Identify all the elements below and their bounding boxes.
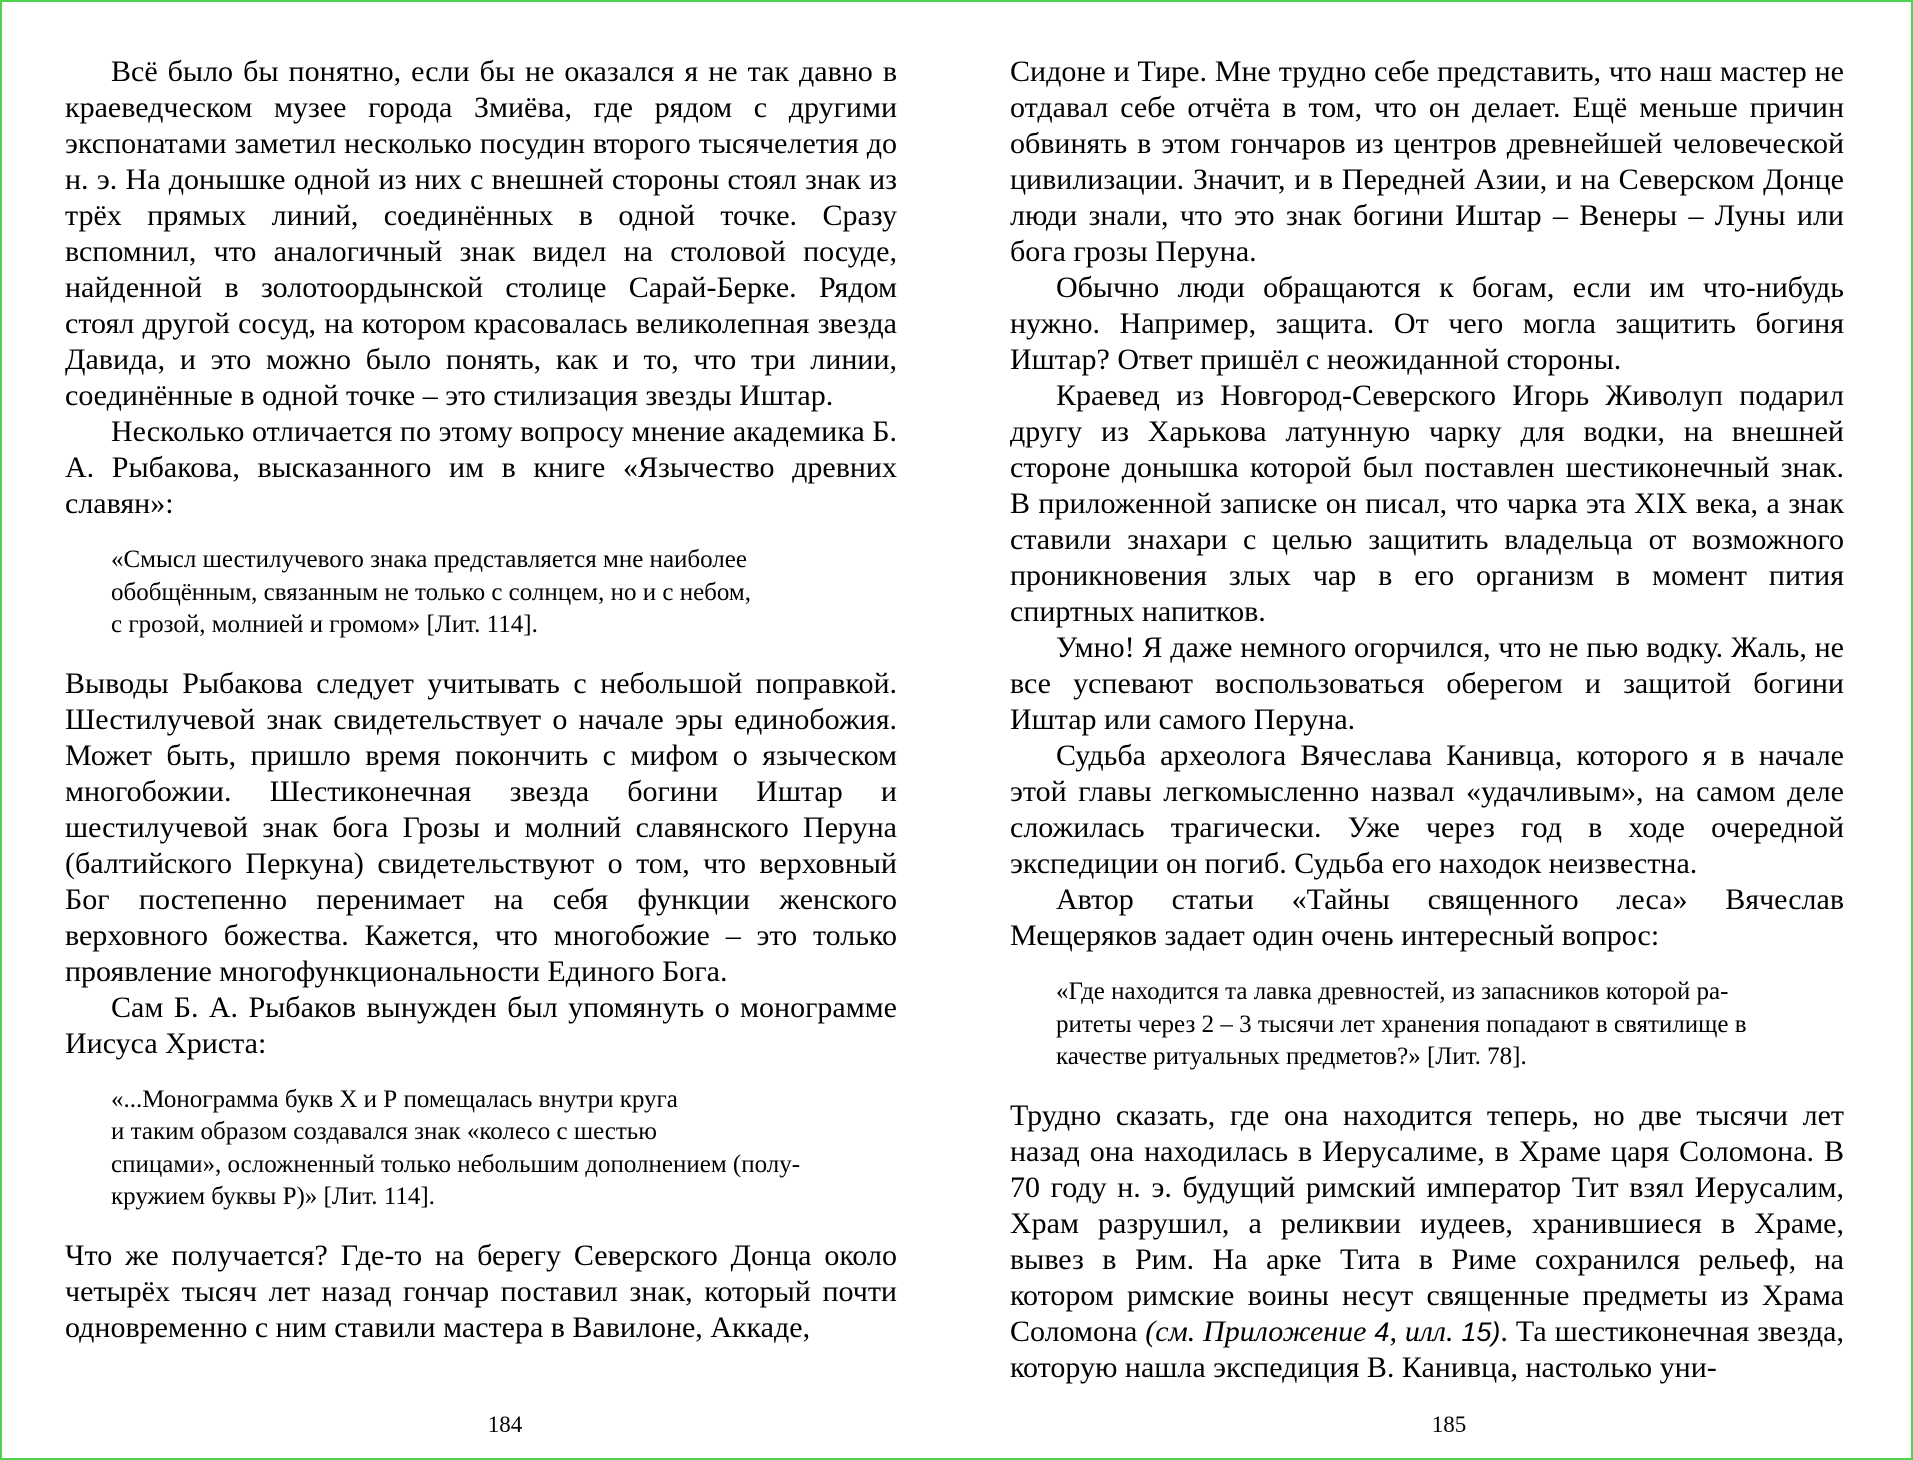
quote-line: обобщённым, связанным не только с солнцем, но и с небом, bbox=[111, 578, 751, 606]
paragraph: Несколько отличается по этому вопросу мнение академика Б. А. Рыбакова, высказанного им в книге «Язычество древних славян»: bbox=[65, 415, 897, 520]
quote-line: и таким образом создавался знак «колесо с шестью bbox=[111, 1118, 657, 1145]
paragraph: Выводы Рыбакова следует учитывать с небольшой поправкой. Шестилучевой знак свидетельствует о начале эры единобожия. Может быть, пришло время покончить с мифом о языческом многобожии. Шестиконечная звезда богини Иштар и шестилучевой знак бога Грозы и молний славянского Перуна (балтийского Перкуна) свидетельствуют о том, что верховный Бог постепенно перенимает на себя функции женского верховного божества. Кажется, что многобожие – это только проявление многофункциональности Единого Бога. bbox=[65, 666, 897, 988]
right-page bbox=[1010, 54, 1844, 1386]
quote-line: спицами», осложненный только небольшим дополнением (полу- bbox=[111, 1150, 801, 1178]
block-quote bbox=[111, 1084, 897, 1214]
paragraph: Обычно люди обращаются к богам, если им что-нибудь нужно. Например, защита. От чего могла защитить богиня Иштар? Ответ пришёл с неожиданной стороны. bbox=[1010, 271, 1844, 376]
quote-line: «...Монограмма букв X и Р помещалась внутри круга bbox=[111, 1085, 678, 1113]
paragraph bbox=[1010, 1098, 1844, 1386]
quote-line: ритеты через 2 – 3 тысячи лет хранения попадают в святилище в bbox=[1056, 1010, 1747, 1038]
block-quote bbox=[1056, 976, 1844, 1074]
paragraph: Всё было бы понятно, если бы не оказался я не так давно в краеведческом музее города Змиёва, где рядом с другими экспонатами заметил несколько посудин второго тысячелетия до н. э. На донышке одной из них с внешней стороны стоял знак из трёх прямых линий, соединённых в одной точке. Сразу вспомнил, что аналогичный знак видел на столовой посуде, найденной в золотоордынской столице Сарай-Берке. Рядом стоял другой сосуд, на котором красовалась великолепная звезда Давида, и это можно было понять, как и то, что три линии, соединённые в одной точке – это стилизация звезды Иштар. bbox=[65, 55, 897, 412]
paragraph: Умно! Я даже немного огорчился, что не пью водку. Жаль, не все успевают воспользоваться оберегом и защитой богини Иштар или самого Перуна. bbox=[1010, 631, 1844, 736]
paragraph: Сам Б. А. Рыбаков вынужден был упомянуть о монограмме Иисуса Христа: bbox=[65, 990, 897, 1060]
page-number: 184 bbox=[487, 1412, 523, 1437]
reference-number: 15) bbox=[1461, 1316, 1501, 1347]
paragraph: Автор статьи «Тайны священного леса» Вячеслав Мещеряков задает один очень интересный вопрос: bbox=[1010, 883, 1844, 952]
page-number: 185 bbox=[1431, 1412, 1467, 1437]
left-page bbox=[65, 54, 897, 1346]
quote-line: «Где находится та лавка древностей, из запасников которой ра- bbox=[1056, 978, 1729, 1005]
paragraph: Что же получается? Где-то на берегу Северского Донца около четырёх тысяч лет назад гончар поставил знак, который почти одновременно с ним ставили мастера в Вавилоне, Аккаде, bbox=[65, 1238, 897, 1344]
block-quote bbox=[111, 544, 897, 642]
paragraph: Судьба археолога Вячеслава Канивца, которого я в начале этой главы легкомысленно назвал «удачливым», на самом деле сложилась трагически. Уже через год в ходе очередной экспедиции он погиб. Судьба его находок неизвестна. bbox=[1010, 739, 1844, 880]
appendix-reference bbox=[1145, 1315, 1500, 1348]
quote-line: качестве ритуальных предметов?» [Лит. 78]. bbox=[1056, 1043, 1527, 1070]
paragraph-text: . Та шестиконечная звезда, которую нашла экспедиция В. Канивца, настолько уни- bbox=[1010, 1314, 1844, 1384]
reference-number: 4 bbox=[1374, 1316, 1390, 1347]
paragraph: Сидоне и Тире. Мне трудно себе представить, что наш мастер не отдавал себе отчёта в том, что он делает. Ещё меньше причин обвинять в этом гончаров из центров древнейшей человеческой цивилизации. Значит, и в Передней Азии, и на Северском Донце люди знали, что это знак богини Иштар – Венеры – Луны или бога грозы Перуна. bbox=[1010, 55, 1844, 268]
paragraph: Краевед из Новгород-Северского Игорь Живолуп подарил другу из Харькова латунную чарку для водки, на внешней стороне донышка которой был поставлен шестиконечный знак. В приложенной записке он писал, что чарка эта XIX века, а знак ставили знахари с целью защитить владельца от возможного проникновения злых чар в его организм в момент пития спиртных напитков. bbox=[1010, 379, 1844, 628]
quote-line: кружием буквы Р)» [Лит. 114]. bbox=[111, 1183, 435, 1210]
reference-text: , илл. bbox=[1389, 1314, 1462, 1348]
paragraph-text: Трудно сказать, где она находится теперь, но две тысячи лет назад она находилась в Иерусалиме, в Храме царя Соломона. В 70 году н. э. будущий римский император Тит взял Иерусалим, Храм разрушил, а реликвии иудеев, хранившиеся в Храме, вывез в Рим. На арке Тита в Риме сохранился рельеф, на котором римские воины несут священные предметы из Храма Соломона bbox=[1010, 1098, 1844, 1348]
quote-line: «Смысл шестилучевого знака представляется мне наиболее bbox=[111, 546, 747, 573]
quote-line: с грозой, молнией и громом» [Лит. 114]. bbox=[111, 611, 538, 638]
reference-text: (см. Приложение bbox=[1145, 1314, 1375, 1348]
